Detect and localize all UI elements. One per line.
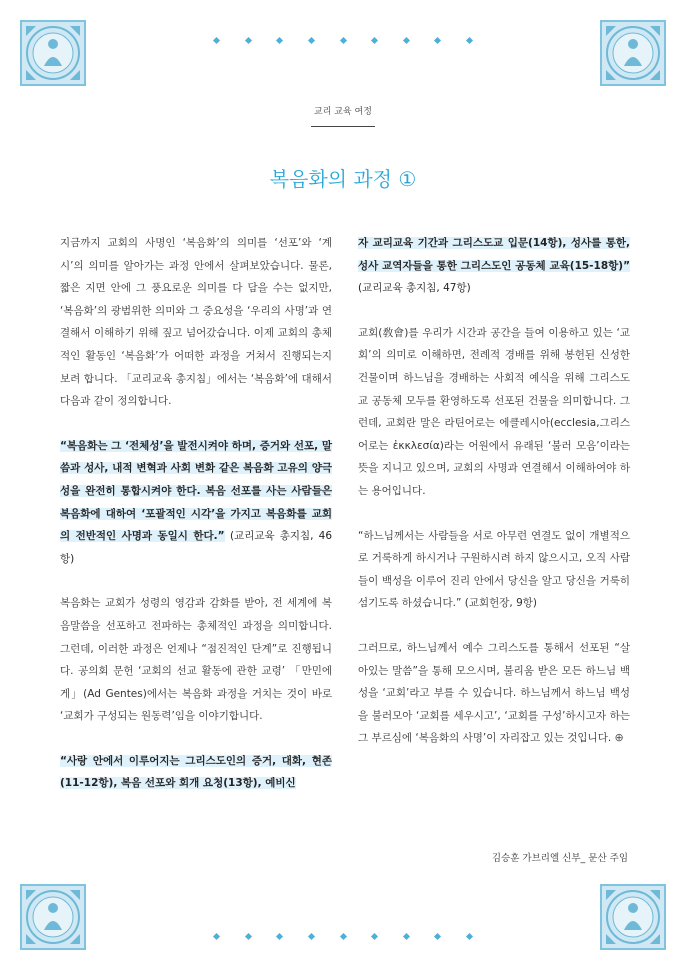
diamond-dot-icon [276, 932, 283, 939]
decorative-dots-top [214, 36, 472, 44]
decorative-dots-bottom [214, 932, 472, 940]
diamond-dot-icon [213, 36, 220, 43]
diamond-dot-icon [339, 932, 346, 939]
diamond-dot-icon [245, 36, 252, 43]
quote-source: (교리교육 총지침, 47항) [358, 282, 471, 295]
diamond-dot-icon [466, 932, 473, 939]
quote-source: (교리교육 총지침, 46항) [60, 530, 333, 565]
diamond-dot-icon [308, 932, 315, 939]
body-paragraph: “하느님께서는 사람들을 서로 아무런 연결도 없이 개별적으로 거룩하게 하시거나 구원하시려 하지 않으시고, 오직 사람들이 백성을 이루어 진리 안에서 당신을 알고 당신을 거룩히 섬기도록 하셨습니다.” (교회헌장, 9항) [358, 529, 630, 610]
quote-text: 자 교리교육 기간과 그리스도교 입문(14항), 성사를 통한, 성사 교역자들을 통한 그리스도인 공동체 교육(15-18항)” [358, 237, 630, 272]
corner-ornament-top-right [600, 20, 666, 86]
diamond-dot-icon [434, 36, 441, 43]
corner-ornament-bottom-left [20, 884, 86, 950]
body-paragraph: 지금까지 교회의 사명인 ‘복음화’의 의미를 ‘선포’와 ‘계시’의 의미를 알아가는 과정 안에서 살펴보았습니다. 물론, 짧은 지면 안에 그 풍요로운 의미를 다 담을 수는 없지만, ‘복음화’의 광범위한 의미와 그 중요성을 ‘우리의 사명’과 연결해서 이해하기 위해 짚고 넘어갔습니다. 이제 교회의 총체적인 활동인 ‘복음화’가 어떠한 과정을 거쳐서 진행되는지 보려 합니다. 「교리교육 총지침」에서는 ‘복음화’에 대해서 다음과 같이 정의합니다. [60, 237, 332, 408]
quote-text: “복음화는 그 ‘전체성’을 발전시켜야 하며, 증거와 선포, 말씀과 성사, 내적 변혁과 사회 변화 같은 복음화 고유의 양극성을 완전히 통합시켜야 한다. 복음 선포를 사는 사람들은 복음화에 대하여 ‘포괄적인 시각’을 가지고 복음화를 교회의 전반적인 사명과 동일시 한다.” [60, 439, 332, 543]
diamond-dot-icon [371, 932, 378, 939]
ornament-figure-icon [22, 886, 84, 948]
diamond-dot-icon [403, 36, 410, 43]
ornament-figure-icon [602, 22, 664, 84]
corner-ornament-top-left [20, 20, 86, 86]
diamond-dot-icon [245, 932, 252, 939]
body-paragraph: 교회(敎會)를 우리가 시간과 공간을 들여 이용하고 있는 ‘교회’의 의미로 이해하면, 전례적 경배를 위해 봉헌된 신성한 건물이며 하느님을 경배하는 사회적 예식을 위해 그리스도교 공동체 모두를 환영하도록 선포된 건물을 의미합니다. 그런데, 교회란 말은 라틴어로는 에클레시아(ecclesia,그리스어로는 ἐκκλεσία)라는 어원에서 유래된 ‘불러 모음’이라는 뜻을 지니고 있으며, 교회의 사명과 연결해서 이해하여야 하는 용어입니다. [358, 326, 630, 497]
body-paragraph: 복음화는 교회가 성령의 영감과 감화를 받아, 전 세계에 복음말씀을 선포하고 전파하는 총체적인 과정을 의미합니다. 그런데, 이러한 과정은 언제나 “점진적인 단계”로 진행됩니다. 공의회 문헌 ‘교회의 선교 활동에 관한 교령’ 「만민에게」(Ad Gentes)에서는 복음화 과정을 거치는 것이 바로 ‘교회가 구성되는 원동력’임을 이야기합니다. [60, 597, 332, 723]
diamond-dot-icon [403, 932, 410, 939]
quote-text: “사랑 안에서 이루어지는 그리스도인의 증거, 대화, 현존(11-12항), 복음 선포와 회개 요청(13항), 예비신 [60, 754, 332, 790]
highlighted-quote-continued [358, 232, 630, 300]
page-title: 복음화의 과정 ① [269, 167, 417, 192]
diamond-dot-icon [371, 36, 378, 43]
diamond-dot-icon [213, 932, 220, 939]
diamond-dot-icon [276, 36, 283, 43]
body-paragraph [358, 637, 630, 750]
highlighted-quote [60, 750, 332, 795]
end-mark-icon: ⊕ [614, 731, 624, 745]
ornament-figure-icon [602, 886, 664, 948]
series-underline [311, 126, 375, 127]
body-text: 그러므로, 하느님께서 예수 그리스도를 통해서 선포된 “살아있는 말씀”을 통해 모으시며, 불리움 받은 모든 하느님 백성을 ‘교회’라고 부를 수 있습니다. 하느님께서 하느님 백성을 불러모아 ‘교회를 세우시고’, ‘교회를 구성’하시고자 하는 그 부르심에 ‘복음화의 사명’이 자리잡고 있는 것입니다. [358, 641, 630, 745]
diamond-dot-icon [466, 36, 473, 43]
ornament-figure-icon [22, 22, 84, 84]
highlighted-quote [60, 435, 332, 571]
author-credit: 김승훈 가브리엘 신부_ 문산 주임 [491, 853, 628, 864]
diamond-dot-icon [308, 36, 315, 43]
left-column [60, 232, 332, 817]
right-column [358, 232, 630, 772]
corner-ornament-bottom-right [600, 884, 666, 950]
series-label: 교리 교육 여정 [314, 107, 372, 117]
diamond-dot-icon [339, 36, 346, 43]
diamond-dot-icon [434, 932, 441, 939]
